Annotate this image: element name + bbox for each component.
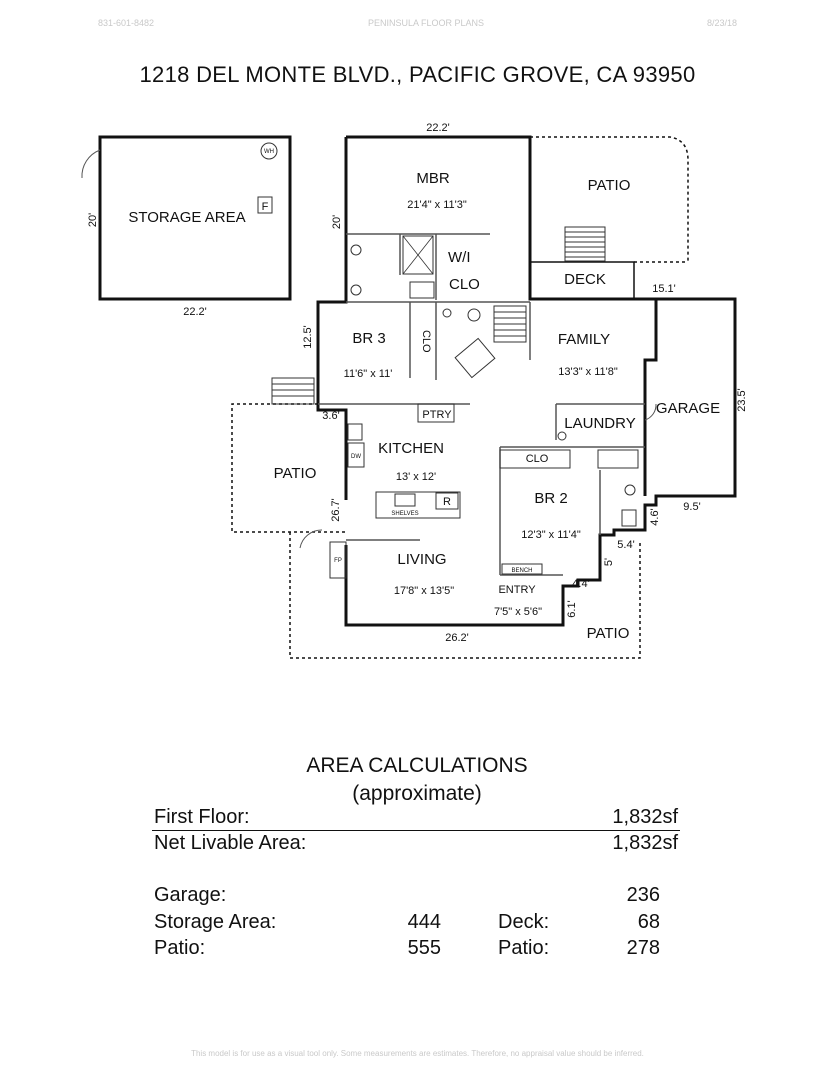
area-calculations — [152, 752, 682, 808]
garage-wall — [645, 299, 656, 496]
dim-deck-width: 15.1' — [652, 283, 676, 295]
deck-label: DECK — [564, 271, 606, 288]
laundry-label: LAUNDRY — [564, 415, 636, 432]
entry-label: ENTRY — [498, 584, 536, 596]
patio-top-label: PATIO — [587, 177, 631, 194]
garage-area-label: Garage: — [154, 884, 227, 906]
patio-left-stairs — [272, 378, 314, 404]
dim-step-e: 6.1' — [566, 600, 578, 618]
dim-step-d: 4.4' — [572, 578, 590, 590]
br3-label: BR 3 — [352, 330, 386, 347]
house-outer-wall — [318, 137, 735, 625]
patio-bottom-label: PATIO — [586, 625, 630, 642]
storage-area-value: 444 — [407, 911, 441, 933]
patio2-area-value: 278 — [626, 937, 660, 959]
bathtub-icon — [598, 450, 638, 468]
area-title: AREA CALCULATIONS — [306, 754, 528, 777]
br2-closet-label: CLO — [525, 453, 549, 465]
washer-icon — [558, 432, 566, 440]
sink-icon — [351, 245, 361, 255]
mbr-size: 21'4" x 11'3" — [407, 199, 467, 211]
br2-label: BR 2 — [534, 490, 568, 507]
first-floor-value: 1,832sf — [612, 806, 678, 828]
dim-storage-height: 20' — [87, 212, 99, 228]
toilet-icon — [468, 309, 480, 321]
patio-left-label: PATIO — [273, 465, 317, 482]
dim-br3-height: 12.5' — [302, 325, 314, 349]
br3-size: 11'6" x 11' — [343, 368, 393, 380]
entry-size: 7'5" x 5'6" — [493, 606, 543, 618]
living-label: LIVING — [397, 551, 447, 568]
br3-closet-label: CLO — [420, 330, 432, 353]
family-label: FAMILY — [557, 331, 611, 348]
mbr-closet-label: CLO — [449, 276, 480, 293]
area-subtitle: (approximate) — [352, 782, 482, 805]
first-floor-label: First Floor: — [154, 806, 250, 828]
storage-door-swing — [82, 150, 100, 178]
header-date: 8/23/18 — [707, 18, 738, 28]
family-size: 13'3" x 11'8" — [558, 366, 618, 378]
deck-area-value: 68 — [637, 911, 660, 933]
net-livable-value: 1,832sf — [612, 832, 678, 854]
patio-area-label: Patio: — [154, 937, 206, 959]
interior-stairs — [494, 306, 526, 342]
storage-area-label: Storage Area: — [154, 911, 277, 933]
sink-icon — [625, 485, 635, 495]
net-livable-label: Net Livable Area: — [154, 832, 307, 854]
garage-area-value: 236 — [626, 884, 660, 906]
sink-icon — [348, 424, 362, 440]
dim-garage-height: 23.5' — [736, 388, 748, 412]
dim-step-c: 5' — [603, 557, 615, 567]
dim-patio-left-top: 3.6' — [322, 410, 340, 422]
deck-area-label: Deck: — [498, 911, 550, 933]
wi-label: W/I — [448, 249, 471, 266]
header-company: PENINSULA FLOOR PLANS — [368, 18, 485, 28]
fireplace-label: FP — [334, 558, 342, 564]
living-size: 17'8" x 13'5" — [393, 585, 455, 597]
patio2-area-label: Patio: — [498, 937, 550, 959]
toilet-icon — [622, 510, 636, 526]
dishwasher-label: DW — [351, 454, 361, 460]
dim-step-a: 4.6' — [649, 508, 661, 526]
shelves-label: SHELVES — [391, 511, 419, 517]
dim-step-b: 5.4' — [617, 539, 635, 551]
divider — [152, 830, 680, 831]
door-swing — [645, 404, 656, 420]
bench-label: BENCH — [511, 568, 533, 574]
sink-icon — [351, 285, 361, 295]
mbr-label: MBR — [416, 170, 450, 187]
spiral-stair-icon — [455, 338, 495, 377]
water-heater-label: WH — [264, 149, 274, 155]
top-patio-outline — [530, 137, 688, 262]
toilet-icon — [410, 282, 434, 298]
header-phone: 831-601-8482 — [98, 18, 155, 28]
pantry-label: PTRY — [422, 409, 452, 421]
deck-stairs — [565, 227, 605, 261]
br2-size: 12'3" x 11'4" — [521, 529, 581, 541]
dim-garage-width: 9.5' — [683, 501, 701, 513]
dim-top-width: 22.2' — [426, 122, 450, 134]
furnace-label: F — [261, 201, 269, 213]
disclaimer: This model is for use as a visual tool only. Some measurements are estimates. Therefore, no appraisal value should be inferred. — [191, 1049, 644, 1058]
garage-label: GARAGE — [655, 400, 721, 417]
storage-label: STORAGE AREA — [128, 209, 246, 226]
dim-storage-width: 22.2' — [183, 306, 207, 318]
sink-icon — [443, 309, 451, 317]
patio-area-value: 555 — [407, 937, 441, 959]
refrigerator-label: R — [443, 496, 451, 508]
kitchen-label: KITCHEN — [378, 440, 444, 457]
dim-patio-left-height: 26.7' — [330, 498, 342, 522]
kitchen-size: 13' x 12' — [395, 471, 437, 483]
page-title: 1218 DEL MONTE BLVD., PACIFIC GROVE, CA 93950 — [139, 62, 696, 87]
dim-bottom-width: 26.2' — [445, 632, 469, 644]
cooktop-icon — [395, 494, 415, 506]
dim-mbr-height: 20' — [331, 214, 343, 230]
